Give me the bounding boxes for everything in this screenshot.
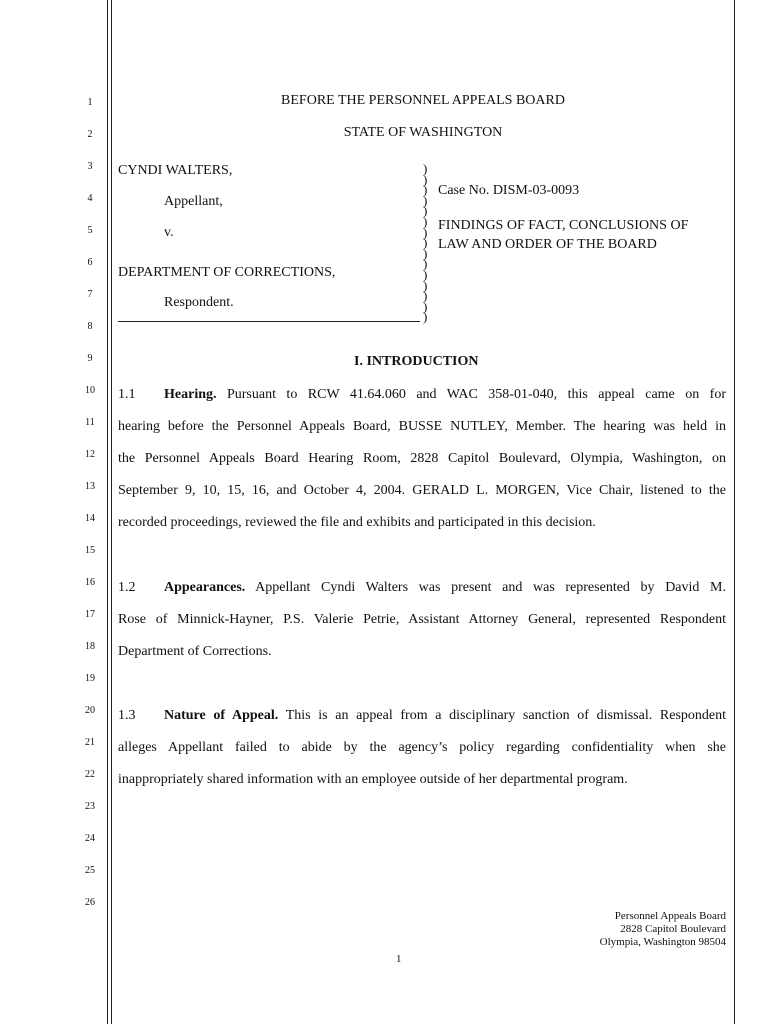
board-heading: BEFORE THE PERSONNEL APPEALS BOARD [281,93,565,108]
line-number: 5 [87,225,93,236]
para-1-3-number: 1.3 [118,708,136,723]
para-1-1-line5: recorded proceedings, reviewed the file and exhibits and participated in this decision. [118,515,596,530]
line-number: 25 [85,865,95,876]
para-1-1-line3: the Personnel Appeals Board Hearing Room, 2828 Capitol Boulevard, Olympia, Washington, on [118,451,726,466]
para-1-3-line1 [118,707,726,725]
para-1-1-line1 [118,386,726,404]
line-number: 14 [85,513,95,524]
line-number: 12 [85,449,95,460]
para-1-1-number: 1.1 [118,387,136,402]
appellant-role: Appellant, [164,194,223,209]
margin-rule-right [734,0,735,1024]
appellant-name: CYNDI WALTERS, [118,163,233,178]
para-1-1-title: Hearing. [164,387,217,402]
para-1-3-line2: alleges Appellant failed to abide by the agency’s policy regarding confidentiality when she [118,740,726,755]
page-number: 1 [396,953,402,965]
para-1-2-text: Appellant Cyndi Walters was present and was represented by David M. [255,580,726,595]
line-number: 7 [87,289,93,300]
para-1-1-line4: September 9, 10, 15, 16, and October 4, 2004. GERALD L. MORGEN, Vice Chair, listened to the [118,483,726,498]
line-number: 18 [85,641,95,652]
footer-address [600,910,726,949]
line-number: 3 [87,161,93,172]
para-1-2-title: Appearances. [164,580,246,595]
footer-city: Olympia, Washington 98504 [599,936,726,948]
caption-underline [118,321,420,322]
line-number: 13 [85,481,95,492]
para-1-3-text: This is an appeal from a disciplinary sanction of dismissal. Respondent [285,708,726,723]
line-number: 16 [85,577,95,588]
versus-label: v. [164,225,174,240]
document-title-line2: LAW AND ORDER OF THE BOARD [438,237,657,252]
line-number: 1 [87,97,93,108]
para-1-2-number: 1.2 [118,580,136,595]
para-1-2-line2: Rose of Minnick-Hayner, P.S. Valerie Petrie, Assistant Attorney General, represented Respondent [118,612,726,627]
line-number: 19 [85,673,95,684]
caption-paren-column: ) ) ) ) ) ) ) ) ) ) ) ) ) ) ) [423,161,428,325]
line-number: 11 [85,417,95,428]
para-1-1-line2: hearing before the Personnel Appeals Board, BUSSE NUTLEY, Member. The hearing was held in [118,419,726,434]
line-number: 23 [85,801,95,812]
respondent-role: Respondent. [164,295,234,310]
section-heading-text: I. INTRODUCTION [354,354,479,369]
line-number: 9 [87,353,93,364]
para-1-3-line3: inappropriately shared information with an employee outside of her departmental program. [118,772,628,787]
line-number: 26 [85,897,95,908]
line-number: 21 [85,737,95,748]
line-number: 22 [85,769,95,780]
state-heading: STATE OF WASHINGTON [343,125,503,140]
section-heading [354,353,478,371]
line-number: 6 [87,257,93,268]
footer-board: Personnel Appeals Board [614,910,726,922]
margin-rule-left-inner [111,0,112,1024]
line-number: 10 [85,385,95,396]
line-number: 4 [87,193,93,204]
para-1-2-line3: Department of Corrections. [118,644,272,659]
respondent-name: DEPARTMENT OF CORRECTIONS, [118,265,336,280]
para-1-2-line1 [118,579,726,597]
line-number: 24 [85,833,95,844]
line-number: 2 [87,129,93,140]
line-number: 8 [87,321,93,332]
margin-rule-left-outer [107,0,108,1024]
document-title-line1: FINDINGS OF FACT, CONCLUSIONS OF [438,218,689,233]
case-number: Case No. DISM-03-0093 [438,183,580,198]
line-number: 15 [85,545,95,556]
line-number: 20 [85,705,95,716]
para-1-3-title: Nature of Appeal. [164,708,279,723]
para-1-1-text: Pursuant to RCW 41.64.060 and WAC 358-01-040, this appeal came on for [226,387,727,402]
footer-street: 2828 Capitol Boulevard [620,923,726,935]
line-number: 17 [85,609,95,620]
